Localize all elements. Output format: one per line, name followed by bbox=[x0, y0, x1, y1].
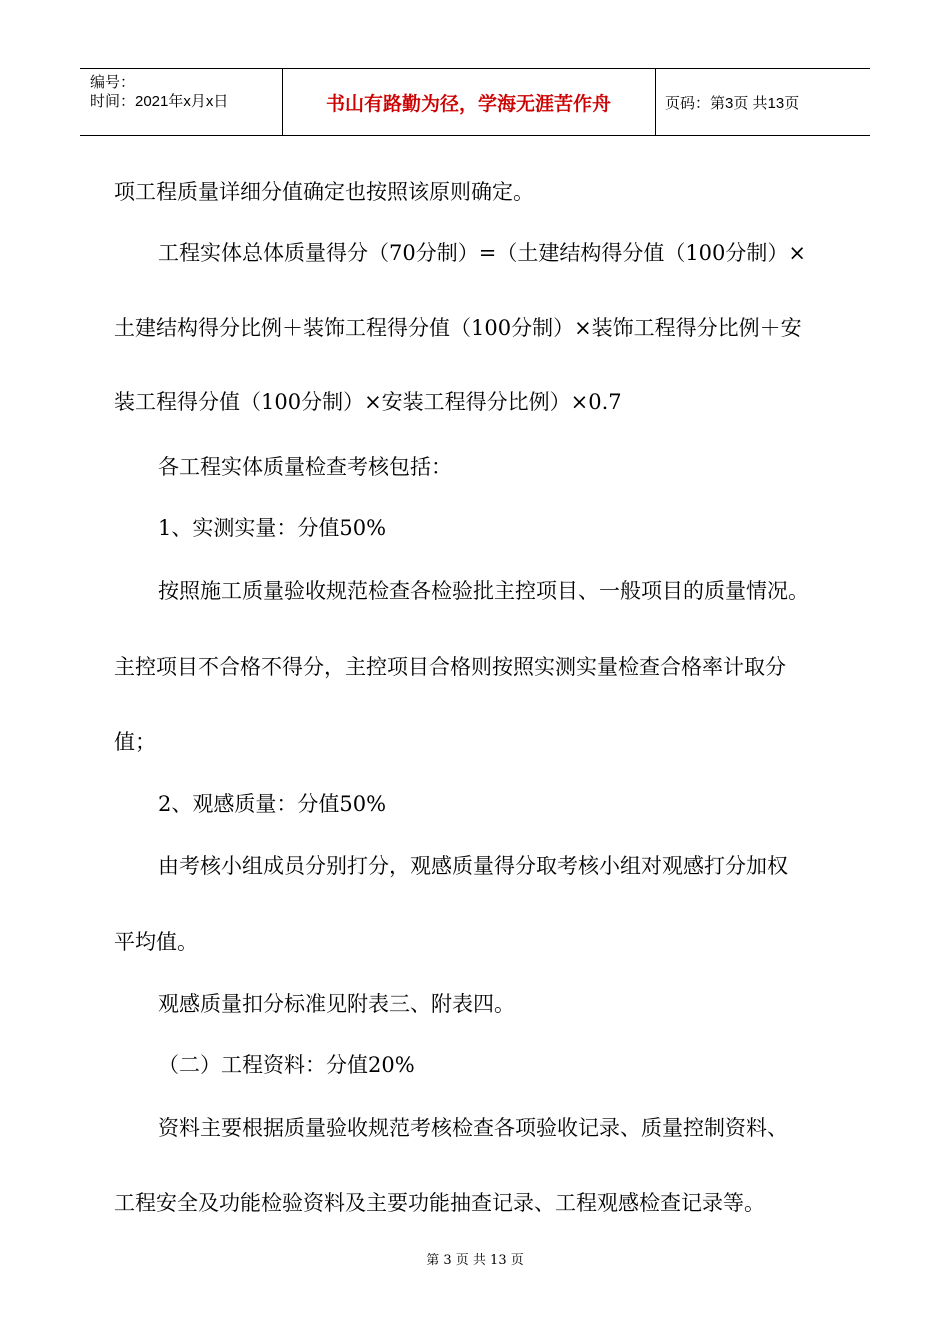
body-line: 土建结构得分比例＋装饰工程得分值（100分制）×装饰工程得分比例＋安 bbox=[114, 316, 802, 340]
body-line: 工程实体总体质量得分（70分制）=（土建结构得分值（100分制）× bbox=[158, 241, 806, 265]
body-line: 由考核小组成员分别打分，观感质量得分取考核小组对观感打分加权 bbox=[158, 854, 788, 878]
body-line: 资料主要根据质量验收规范考核检查各项验收记录、质量控制资料、 bbox=[158, 1116, 788, 1140]
body-line: 主控项目不合格不得分，主控项目合格则按照实测实量检查合格率计取分 bbox=[114, 655, 786, 679]
body-line: 1、实测实量：分值50% bbox=[158, 516, 387, 540]
page-footer: 第 3 页 共 13 页 bbox=[426, 1253, 524, 1268]
body-line: 按照施工质量验收规范检查各检验批主控项目、一般项目的质量情况。 bbox=[158, 579, 809, 603]
body-line: 值； bbox=[114, 730, 156, 754]
header-meta bbox=[90, 73, 228, 111]
body-line: 工程安全及功能检验资料及主要功能抽查记录、工程观感检查记录等。 bbox=[114, 1191, 765, 1215]
header-divider-right bbox=[655, 69, 656, 135]
body-line: 平均值。 bbox=[114, 930, 198, 954]
body-line: 2、观感质量：分值50% bbox=[158, 792, 387, 816]
body-line: 各工程实体质量检查考核包括： bbox=[158, 455, 452, 479]
body-line: （二）工程资料：分值20% bbox=[158, 1053, 415, 1077]
body-line: 观感质量扣分标准见附表三、附表四。 bbox=[158, 992, 515, 1016]
body-line: 装工程得分值（100分制）×安装工程得分比例）×0.7 bbox=[114, 390, 622, 414]
header-number-label: 编号： bbox=[90, 74, 136, 91]
body-line: 项工程质量详细分值确定也按照该原则确定。 bbox=[114, 180, 534, 204]
header-date-label: 时间：2021年x月x日 bbox=[90, 93, 229, 110]
header-motto: 书山有路勤为径，学海无涯苦作舟 bbox=[325, 92, 611, 115]
page-header bbox=[80, 68, 870, 136]
header-page-info: 页码：第3页 共13页 bbox=[665, 94, 800, 112]
